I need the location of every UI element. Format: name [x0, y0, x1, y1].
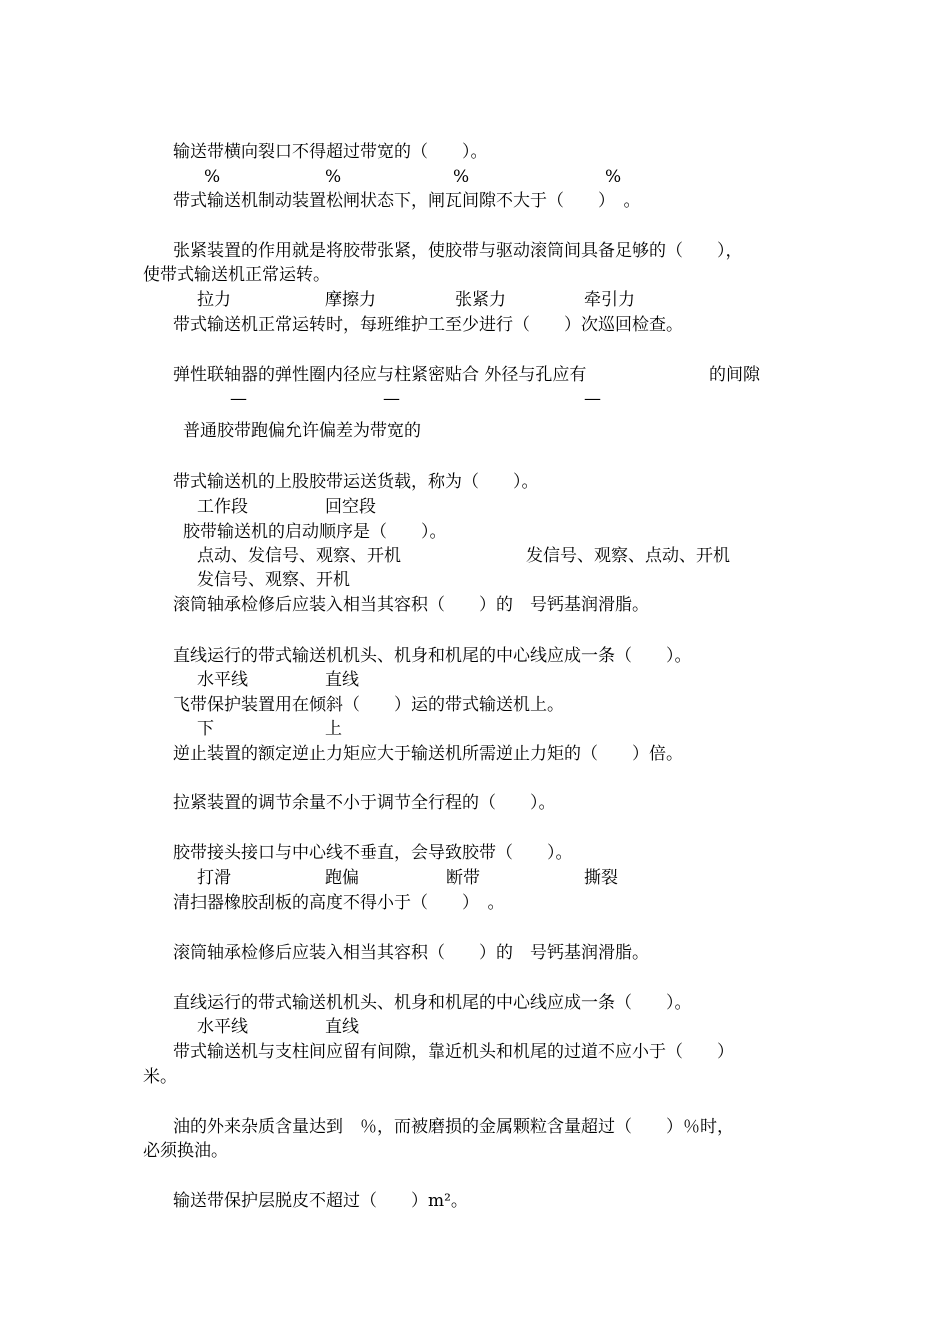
question-line: [0, 741, 950, 767]
option-line: [0, 494, 950, 520]
question-line: [0, 362, 950, 388]
option-line: [0, 567, 950, 593]
question-line: [0, 890, 950, 916]
question-line: [0, 238, 950, 264]
question-text: 带式输送机制动装置松闸状态下，闸瓦间隙不大于（ ） 。: [173, 191, 641, 211]
option-line: [0, 865, 950, 891]
option-text: 发信号、观察、点动、开机: [526, 546, 730, 566]
question-line: [0, 692, 950, 718]
option-text: 回空段: [325, 497, 376, 517]
question-text: 弹性联轴器的弹性圈内径应与柱紧密贴合 外径与孔应有: [173, 365, 587, 385]
question-text: 带式输送机的上股胶带运送货载，称为（ ）。: [173, 472, 539, 492]
question-line: [0, 312, 950, 338]
option-text: 牵引力: [584, 290, 635, 310]
option-text: 下: [197, 719, 214, 739]
question-text: 飞带保护装置用在倾斜（ ）运的带式输送机上。: [173, 695, 564, 715]
option-text: 直线: [325, 1017, 359, 1037]
question-text: 滚筒轴承检修后应装入相当其容积（ ）的 号钙基润滑脂。: [173, 595, 649, 615]
question-line: [0, 840, 950, 866]
question-text: 清扫器橡胶刮板的高度不得小于（ ） 。: [173, 893, 505, 913]
option-text: 摩擦力: [325, 290, 376, 310]
question-text: 滚筒轴承检修后应装入相当其容积（ ）的 号钙基润滑脂。: [173, 943, 649, 963]
question-line: [0, 262, 950, 288]
option-text: %: [453, 167, 470, 187]
option-text: 水平线: [197, 670, 248, 690]
question-line: [0, 1114, 950, 1140]
option-text: %: [204, 167, 221, 187]
question-text: 的间隙: [709, 365, 760, 385]
option-line: [0, 164, 950, 190]
option-text: 断带: [446, 868, 480, 888]
question-line: [0, 1188, 950, 1214]
question-text: 普通胶带跑偏允许偏差为带宽的: [183, 421, 421, 441]
question-line: [0, 139, 950, 165]
option-text: 发信号、观察、开机: [197, 570, 350, 590]
question-text: 胶带输送机的启动顺序是（ ）。: [183, 522, 447, 542]
question-line: [0, 990, 950, 1016]
question-text: 输送带保护层脱皮不超过（ ）m²。: [173, 1191, 468, 1211]
option-text: 水平线: [197, 1017, 248, 1037]
question-line: [0, 469, 950, 495]
option-text: %: [605, 167, 622, 187]
option-text: —: [584, 389, 601, 409]
question-line: [0, 418, 950, 444]
question-line: [0, 188, 950, 214]
option-text: 直线: [325, 670, 359, 690]
question-text: 直线运行的带式输送机机头、机身和机尾的中心线应成一条（ ）。: [173, 993, 692, 1013]
question-line: [0, 1064, 950, 1090]
question-line: [0, 519, 950, 545]
option-line: [0, 716, 950, 742]
question-text: 油的外来杂质含量达到 ％，而被磨损的金属颗粒含量超过（ ）％时，: [173, 1117, 734, 1137]
question-text: 拉紧装置的调节余量不小于调节全行程的（ ）。: [173, 793, 556, 813]
option-text: 工作段: [197, 497, 248, 517]
question-line: [0, 1039, 950, 1065]
question-text: 输送带横向裂口不得超过带宽的（ ）。: [173, 142, 488, 162]
question-text: 使带式输送机正常运转。: [143, 265, 330, 285]
option-line: [0, 1014, 950, 1040]
option-line: [0, 386, 950, 412]
question-text: 米。: [143, 1067, 177, 1087]
option-line: [0, 667, 950, 693]
option-text: 张紧力: [455, 290, 506, 310]
question-text: 带式输送机正常运转时，每班维护工至少进行（ ）次巡回检查。: [173, 315, 683, 335]
option-text: —: [383, 389, 400, 409]
question-line: [0, 643, 950, 669]
option-text: —: [230, 389, 247, 409]
option-text: 上: [325, 719, 342, 739]
question-line: [0, 1138, 950, 1164]
question-text: 逆止装置的额定逆止力矩应大于输送机所需逆止力矩的（ ）倍。: [173, 744, 683, 764]
question-line: [0, 940, 950, 966]
question-text: 胶带接头接口与中心线不垂直，会导致胶带（ ）。: [173, 843, 573, 863]
option-text: %: [325, 167, 342, 187]
question-text: 带式输送机与支柱间应留有间隙，靠近机头和机尾的过道不应小于（ ）: [173, 1042, 734, 1062]
option-text: 拉力: [197, 290, 231, 310]
question-text: 必须换油。: [143, 1141, 228, 1161]
option-text: 点动、发信号、观察、开机: [197, 546, 401, 566]
option-line: [0, 287, 950, 313]
option-text: 打滑: [197, 868, 231, 888]
question-line: [0, 592, 950, 618]
question-line: [0, 790, 950, 816]
option-text: 撕裂: [584, 868, 618, 888]
question-text: 张紧装置的作用就是将胶带张紧，使胶带与驱动滚筒间具备足够的（ ），: [173, 241, 743, 261]
option-text: 跑偏: [325, 868, 359, 888]
question-text: 直线运行的带式输送机机头、机身和机尾的中心线应成一条（ ）。: [173, 646, 692, 666]
option-line: [0, 543, 950, 569]
